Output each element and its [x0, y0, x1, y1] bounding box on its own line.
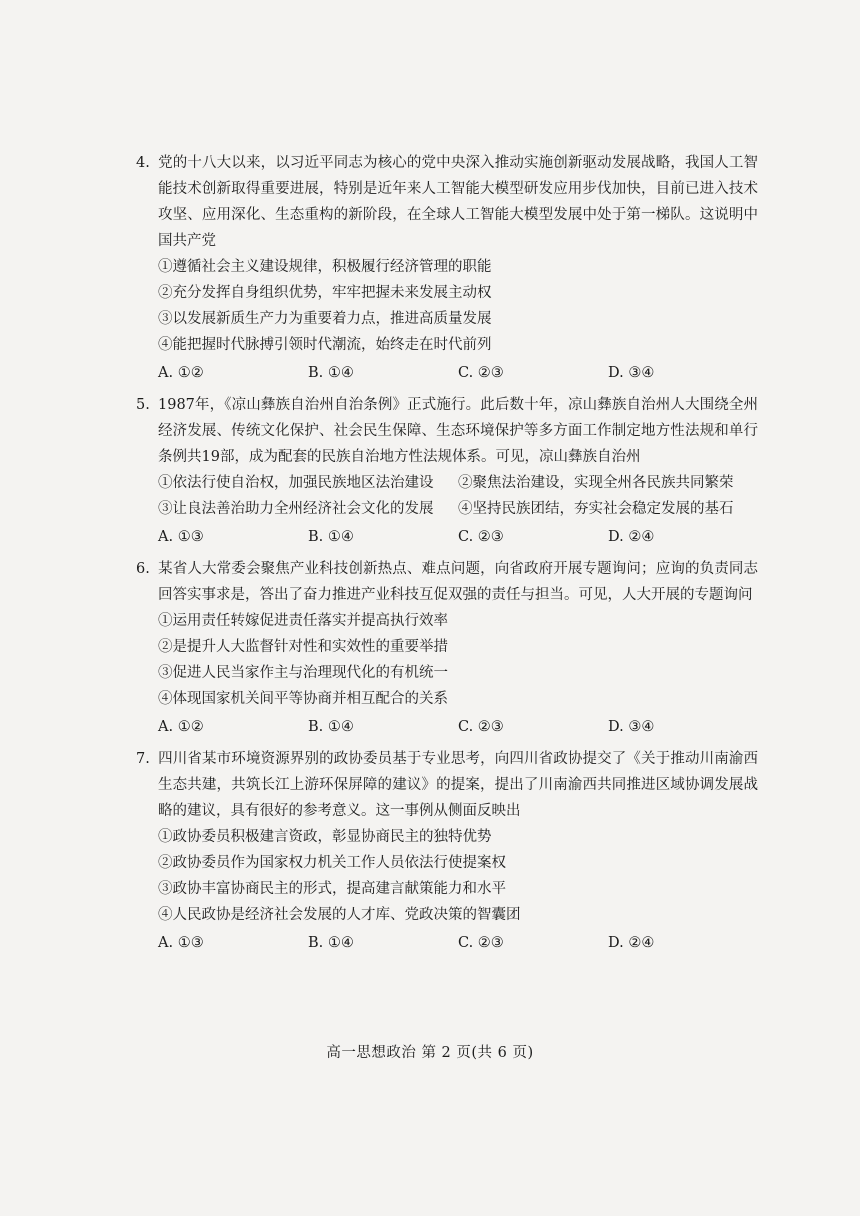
question-7-answer-a: A. ①③ — [158, 935, 204, 951]
question-7-option-2: ②政协委员作为国家权力机关工作人员依法行使提案权 — [158, 855, 506, 871]
question-4-option-4: ④能把握时代脉搏引领时代潮流，始终走在时代前列 — [158, 337, 492, 353]
question-7-option-3: ③政协丰富协商民主的形式，提高建言献策能力和水平 — [158, 881, 506, 897]
question-4-option-3: ③以发展新质生产力为重要着力点，推进高质量发展 — [158, 311, 492, 327]
question-5-text: 1987年，《凉山彝族自治州自治条例》正式施行。此后数十年，凉山彝族自治州人大围绕全州经济发展、传统文化保护、社会民生保障、生态环境保护等多方面工作制定地方性法规和单行条例共19部，成为配套的民族自治地方性法规体系。可见，凉山彝族自治州 — [158, 397, 758, 465]
question-5-answer-c: C. ②③ — [458, 529, 504, 545]
question-5 — [136, 392, 758, 552]
question-6-answer-a: A. ①② — [158, 719, 204, 735]
question-4-answer-b: B. ①④ — [308, 365, 354, 381]
question-5-option-row-2 — [136, 496, 758, 522]
question-5-option-4: ④坚持民族团结，夯实社会稳定发展的基石 — [458, 501, 734, 517]
question-6-answer-d: D. ③④ — [608, 719, 655, 735]
question-5-answer-a: A. ①③ — [158, 529, 204, 545]
question-5-answer-d: D. ②④ — [608, 529, 655, 545]
question-4-option-1: ①遵循社会主义建设规律，积极履行经济管理的职能 — [158, 259, 492, 275]
question-7-option-1: ①政协委员积极建言资政，彰显协商民主的独特优势 — [158, 829, 492, 845]
question-4-text: 党的十八大以来，以习近平同志为核心的党中央深入推动实施创新驱动发展战略，我国人工智能技术创新取得重要进展，特别是近年来人工智能大模型研发应用步伐加快，目前已进入技术攻坚、应用深化、生态重构的新阶段，在全球人工智能大模型发展中处于第一梯队。这说明中国共产党 — [158, 155, 758, 249]
question-4-answer-d: D. ③④ — [608, 365, 655, 381]
question-4-answer-c: C. ②③ — [458, 365, 504, 381]
question-6-stem — [136, 556, 758, 608]
question-6-answer-b: B. ①④ — [308, 719, 354, 735]
question-5-answer-b: B. ①④ — [308, 529, 354, 545]
question-5-number: 5. — [136, 397, 150, 413]
question-5-stem — [136, 392, 758, 470]
question-5-option-2: ②聚焦法治建设，实现全州各民族共同繁荣 — [458, 475, 734, 491]
question-7-option-4: ④人民政协是经济社会发展的人才库、党政决策的智囊团 — [158, 907, 521, 923]
question-6-option-1: ①运用责任转嫁促进责任落实并提高执行效率 — [158, 613, 448, 629]
question-7 — [136, 746, 758, 958]
question-7-stem — [136, 746, 758, 824]
question-6-text: 某省人大常委会聚焦产业科技创新热点、难点问题，向省政府开展专题询问；应询的负责同志回答实事求是，答出了奋力推进产业科技互促双强的责任与担当。可见，人大开展的专题询问 — [158, 561, 758, 603]
question-7-answer-b: B. ①④ — [308, 935, 354, 951]
question-7-answers — [136, 928, 758, 958]
page-footer: 高一思想政治 第 2 页(共 6 页) — [326, 1045, 534, 1061]
question-7-answer-d: D. ②④ — [608, 935, 655, 951]
question-5-option-3: ③让良法善治助力全州经济社会文化的发展 — [158, 501, 434, 517]
question-4-answers — [136, 358, 758, 388]
question-7-answer-c: C. ②③ — [458, 935, 504, 951]
question-7-text: 四川省某市环境资源界别的政协委员基于专业思考，向四川省政协提交了《关于推动川南渝西生态共建，共筑长江上游环保屏障的建议》的提案，提出了川南渝西共同推进区域协调发展战略的建议，具有很好的参考意义。这一事例从侧面反映出 — [158, 751, 758, 819]
question-6-option-3: ③促进人民当家作主与治理现代化的有机统一 — [158, 665, 448, 681]
question-5-option-1: ①依法行使自治权，加强民族地区法治建设 — [158, 475, 434, 491]
question-6 — [136, 556, 758, 742]
question-5-answers — [136, 522, 758, 552]
question-6-answer-c: C. ②③ — [458, 719, 504, 735]
question-4-number: 4. — [136, 155, 150, 171]
question-4-answer-a: A. ①② — [158, 365, 204, 381]
question-5-option-row-1 — [136, 470, 758, 496]
question-4-option-2: ②充分发挥自身组织优势，牢牢把握未来发展主动权 — [158, 285, 492, 301]
question-6-option-2: ②是提升人大监督针对性和实效性的重要举措 — [158, 639, 448, 655]
question-6-number: 6. — [136, 561, 150, 577]
question-4 — [136, 150, 758, 388]
question-6-option-4: ④体现国家机关间平等协商并相互配合的关系 — [158, 691, 448, 707]
question-4-stem — [136, 150, 758, 254]
question-7-number: 7. — [136, 751, 150, 767]
question-6-answers — [136, 712, 758, 742]
question-list — [136, 150, 758, 962]
